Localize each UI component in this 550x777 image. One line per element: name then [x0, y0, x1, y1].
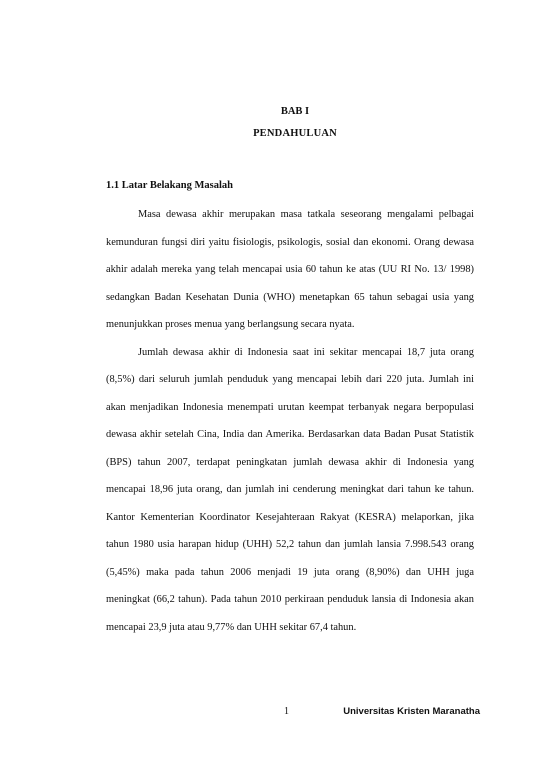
- paragraph-2: Jumlah dewasa akhir di Indonesia saat ini sekitar mencapai 18,7 juta orang (8,5%) dari seluruh jumlah penduduk yang mencapai lebih dari 220 juta. Jumlah ini akan menjadikan Indonesia menempati urutan keempat terbanyak negara berpopulasi dewasa akhir setelah Cina, India dan Amerika. Berdasarkan data Badan Pusat Statistik (BPS) tahun 2007, terdapat peningkatan jumlah dewasa akhir di Indonesia yang mencapai 18,96 juta orang, dan jumlah ini cenderung meningkat dari tahun ke tahun. Kantor Kementerian Koordinator Kesejahteraan Rakyat (KESRA) melaporkan, jika tahun 1980 usia harapan hidup (UHH) 52,2 tahun dan jumlah lansia 7.998.543 orang (5,45%) maka pada tahun 2006 menjadi 19 juta orang (8,90%) dan UHH juga meningkat (66,2 tahun). Pada tahun 2010 perkiraan penduduk lansia di Indonesia akan mencapai 23,9 juta atau 9,77% dan UHH sekitar 67,4 tahun.: [106, 346, 474, 633]
- footer-institution: Universitas Kristen Maranatha: [343, 706, 480, 717]
- page-number: 1: [284, 706, 289, 717]
- body-text: [106, 201, 474, 641]
- chapter-subtitle: PENDAHULUAN: [253, 128, 337, 139]
- chapter-title: BAB I: [280, 106, 310, 117]
- section-heading: 1.1 Latar Belakang Masalah: [106, 180, 233, 191]
- paragraph-1: Masa dewasa akhir merupakan masa tatkala seseorang mengalami pelbagai kemunduran fungsi diri yaitu fisiologis, psikologis, sosial dan ekonomi. Orang dewasa akhir adalah mereka yang telah mencapai usia 60 tahun ke atas (UU RI No. 13/ 1998) sedangkan Badan Kesehatan Dunia (WHO) menetapkan 65 tahun sebagai usia yang menunjukkan proses menua yang berlangsung secara nyata.: [106, 209, 474, 330]
